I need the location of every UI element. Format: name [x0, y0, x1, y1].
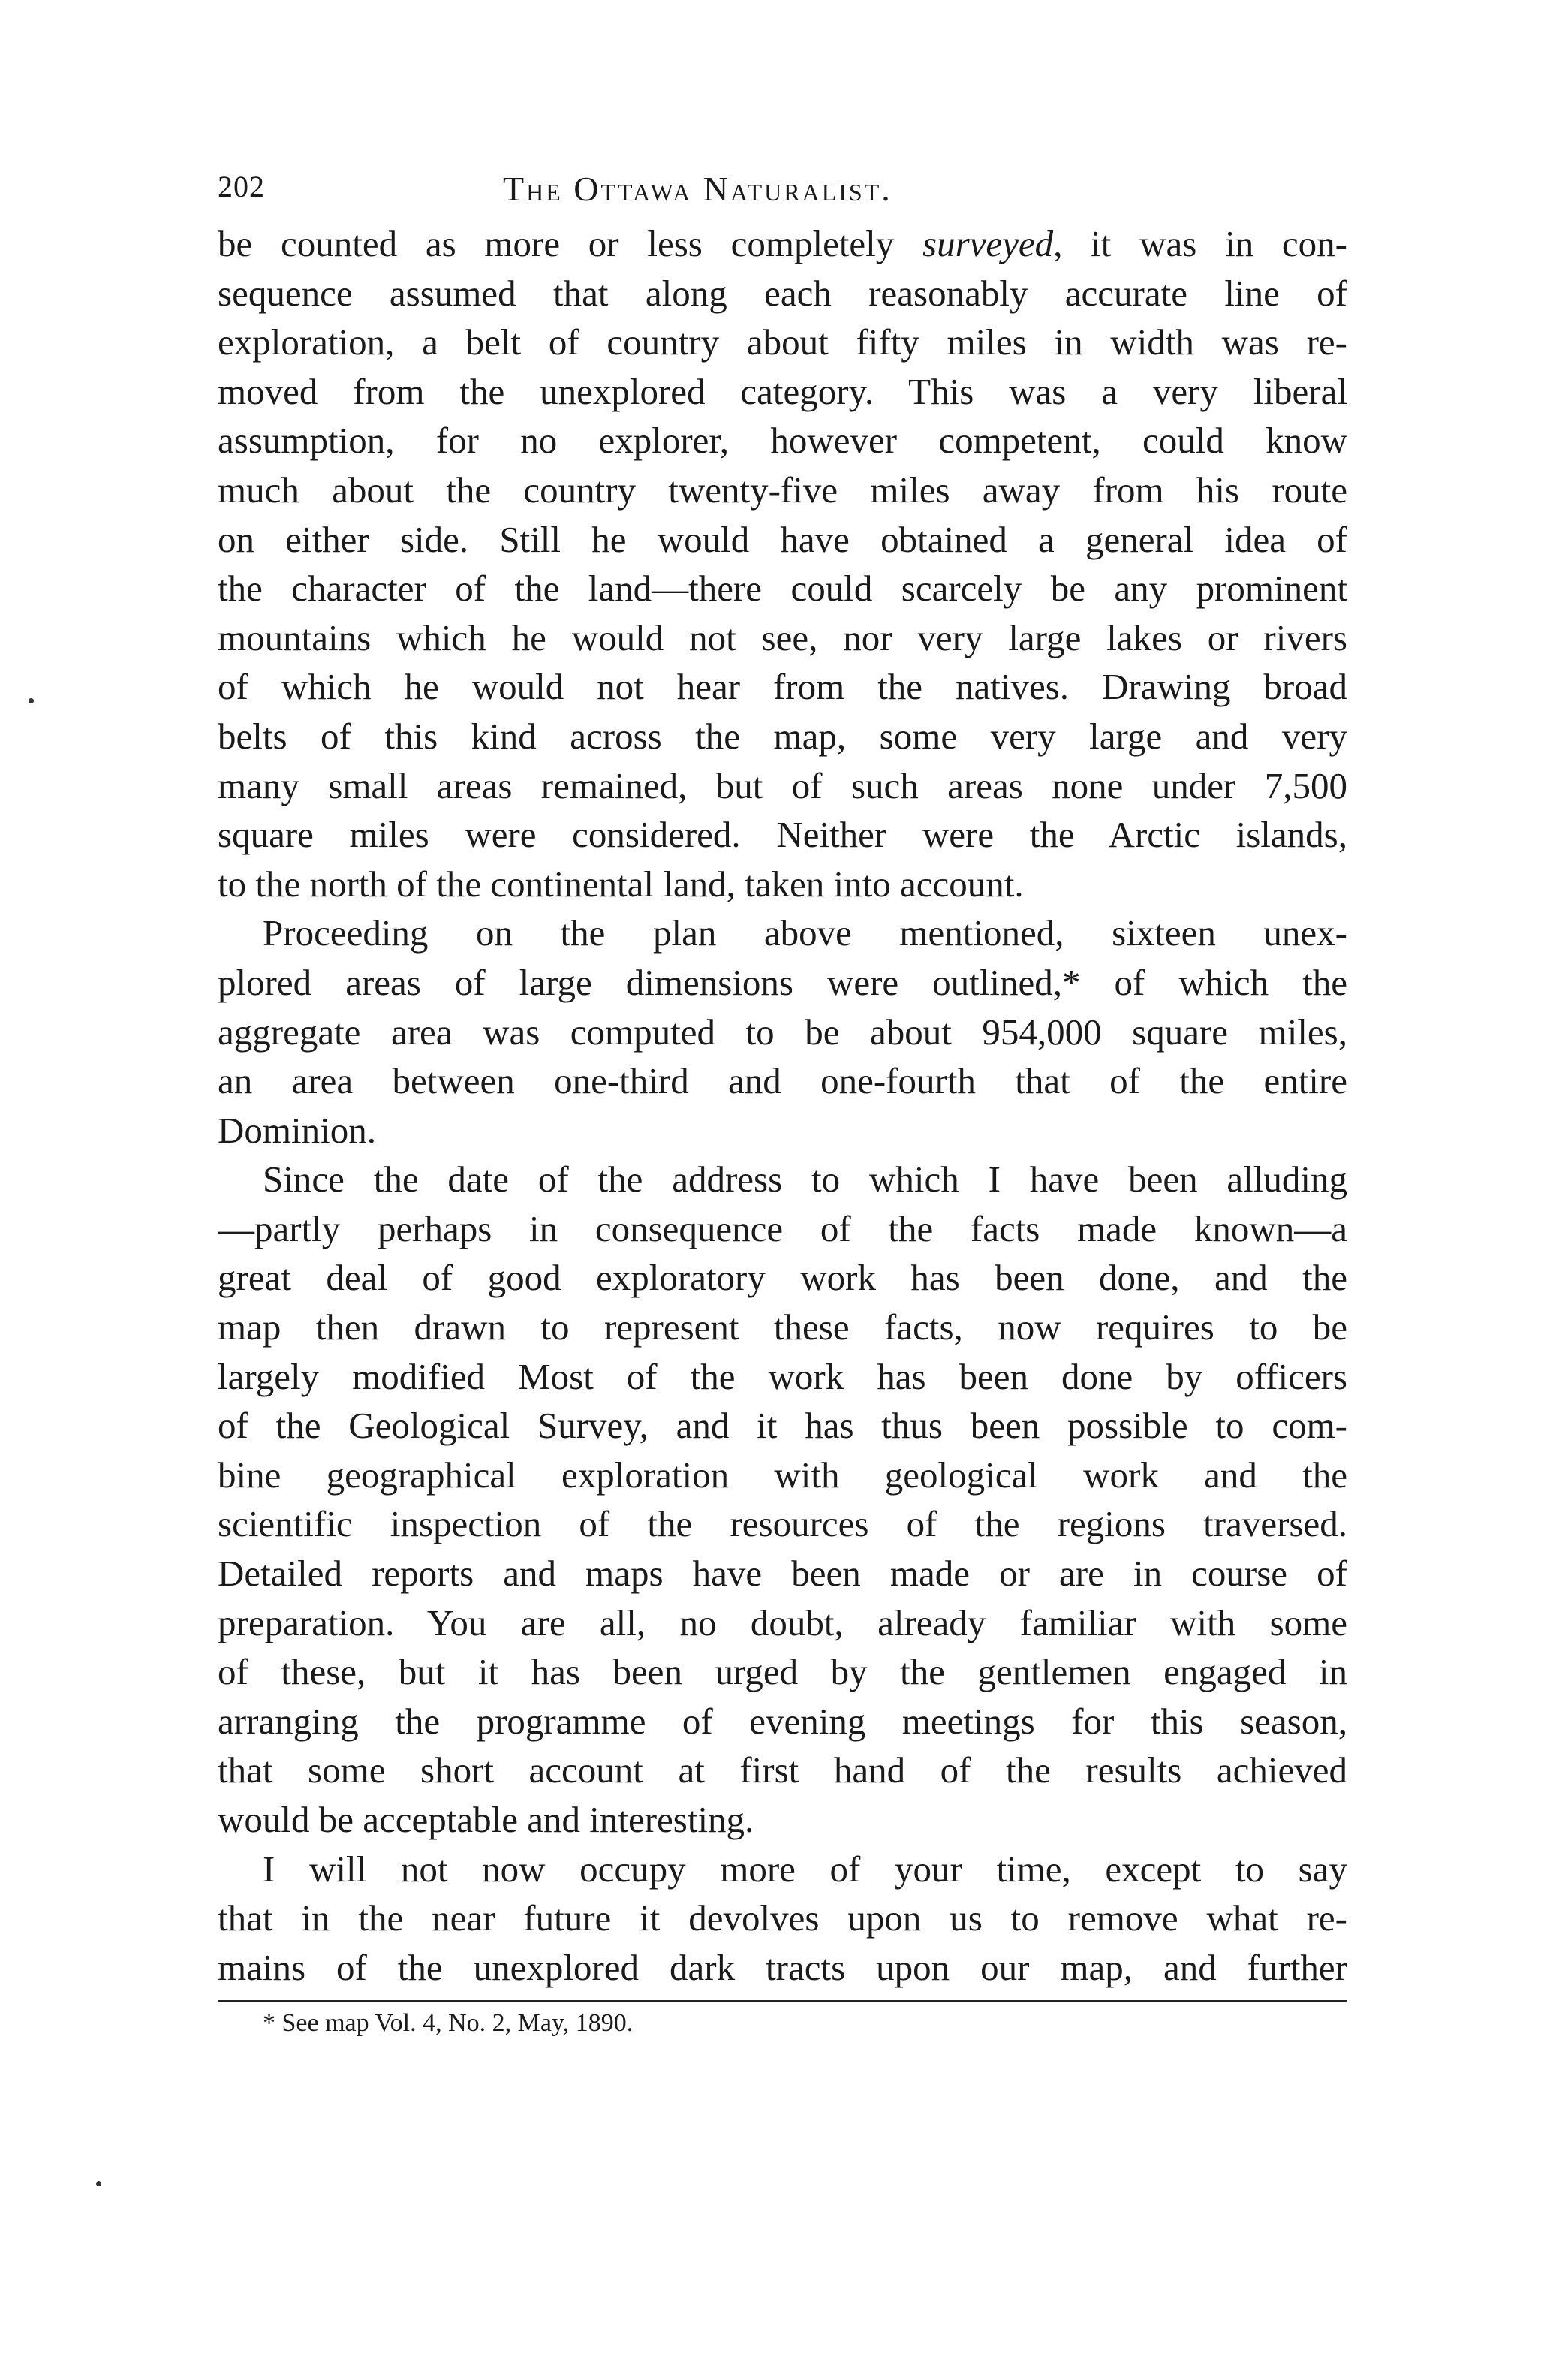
text-line — [218, 1746, 1347, 1795]
text-line — [218, 269, 1347, 318]
text-run: Proceeding on the plan above mentioned, sixteen unex- — [263, 912, 1347, 954]
text-run: arranging the programme of evening meetings for this season, — [218, 1700, 1347, 1742]
text-run: mains of the unexplored dark tracts upon our map, and further — [218, 1946, 1347, 1988]
text-run: be counted as more or less completely — [218, 223, 923, 264]
text-run: the character of the land—there could scarcely be any prominent — [218, 568, 1347, 610]
text-run: plored areas of large dimensions were outlined,* of which the — [218, 961, 1347, 1003]
text-run: much about the country twenty-five miles away from his route — [218, 468, 1347, 511]
text-run: that in the near future it devolves upon us to remove what re- — [218, 1897, 1347, 1939]
scan-speck — [96, 2181, 101, 2186]
text-run: —partly perhaps in consequence of the facts made known—a — [218, 1207, 1347, 1249]
text-run: preparation. You are all, no doubt, already familiar with some — [218, 1601, 1347, 1643]
text-run: Since the date of the address to which I have been alluding — [263, 1158, 1347, 1201]
text-run: map then drawn to represent these facts, now requires to be — [218, 1306, 1347, 1348]
text-line — [218, 465, 1347, 515]
text-line — [218, 712, 1347, 761]
text-line — [218, 1598, 1347, 1648]
text-run: to the north of the continental land, taken into account. — [218, 863, 1024, 905]
text-run: an area between one-third and one-fourth that of the entire — [218, 1060, 1347, 1102]
text-run: bine geographical exploration with geological work and the — [218, 1454, 1347, 1496]
text-run: that some short account at first hand of the results achieved — [218, 1749, 1347, 1791]
text-line — [218, 219, 1347, 269]
text-line — [218, 564, 1347, 613]
text-line — [218, 1401, 1347, 1451]
scan-speck — [29, 698, 34, 703]
text-line — [218, 1155, 1347, 1204]
text-run: belts of this kind across the map, some very large and very — [218, 715, 1347, 757]
emphasized-text: surveyed — [922, 223, 1054, 264]
text-line — [218, 1549, 1347, 1598]
text-run: , it was in con- — [1053, 223, 1347, 264]
text-line — [218, 1451, 1347, 1500]
text-run: I will not now occupy more of your time, except to say — [263, 1848, 1347, 1890]
text-run: on either side. Still he would have obtained a general idea of — [218, 518, 1347, 560]
body-text — [218, 219, 1347, 1992]
text-line — [218, 958, 1347, 1008]
text-line — [218, 1303, 1347, 1352]
text-run: sequence assumed that along each reasonably accurate line of — [218, 272, 1347, 314]
text-run: great deal of good exploratory work has been done, and the — [218, 1257, 1347, 1299]
text-run: would be acceptable and interesting. — [218, 1799, 754, 1840]
text-run: largely modified Most of the work has been done by officers — [218, 1355, 1347, 1397]
text-run: square miles were considered. Neither were the Arctic islands, — [218, 814, 1347, 856]
text-line — [218, 1352, 1347, 1402]
text-run: aggregate area was computed to be about 954,000 square miles, — [218, 1011, 1347, 1053]
text-line — [218, 810, 1347, 860]
text-line — [218, 1008, 1347, 1057]
text-line — [218, 416, 1347, 465]
text-run: of these, but it has been urged by the gentlemen engaged in — [218, 1651, 1347, 1693]
text-line — [218, 662, 1347, 712]
text-run: Detailed reports and maps have been made or are in course of — [218, 1553, 1347, 1595]
text-line — [218, 860, 1347, 909]
text-line — [218, 1697, 1347, 1746]
page-number: 202 — [218, 170, 265, 203]
text-run: exploration, a belt of country about fifty miles in width was re- — [218, 321, 1347, 363]
text-line — [218, 515, 1347, 565]
text-line — [218, 1499, 1347, 1549]
page-header — [218, 169, 1344, 214]
text-line — [218, 1795, 1347, 1845]
text-line — [218, 1893, 1347, 1943]
text-line — [218, 908, 1347, 958]
text-run: assumption, for no explorer, however competent, could know — [218, 420, 1347, 462]
text-line — [218, 1056, 1347, 1106]
text-run: Dominion. — [218, 1109, 376, 1151]
text-line — [218, 1647, 1347, 1697]
running-head: The Ottawa Naturalist. — [503, 170, 892, 208]
text-line — [218, 1253, 1347, 1303]
text-line — [218, 1204, 1347, 1254]
text-run: many small areas remained, but of such areas none under 7,500 — [218, 764, 1347, 806]
text-line — [218, 761, 1347, 811]
text-line — [218, 1106, 1347, 1155]
text-line — [218, 367, 1347, 417]
footnote: * See map Vol. 4, No. 2, May, 1890. — [263, 2008, 634, 2037]
text-line — [218, 613, 1347, 663]
text-run: mountains which he would not see, nor very large lakes or rivers — [218, 616, 1347, 658]
text-run: of the Geological Survey, and it has thus been possible to com- — [218, 1405, 1347, 1447]
text-line — [218, 1943, 1347, 1993]
text-line — [218, 318, 1347, 367]
text-run: moved from the unexplored category. This was a very liberal — [218, 370, 1347, 412]
text-run: scientific inspection of the resources of the regions traversed. — [218, 1503, 1347, 1545]
footnote-rule — [218, 2000, 1347, 2002]
text-line — [218, 1845, 1347, 1894]
text-run: of which he would not hear from the natives. Drawing broad — [218, 666, 1347, 708]
